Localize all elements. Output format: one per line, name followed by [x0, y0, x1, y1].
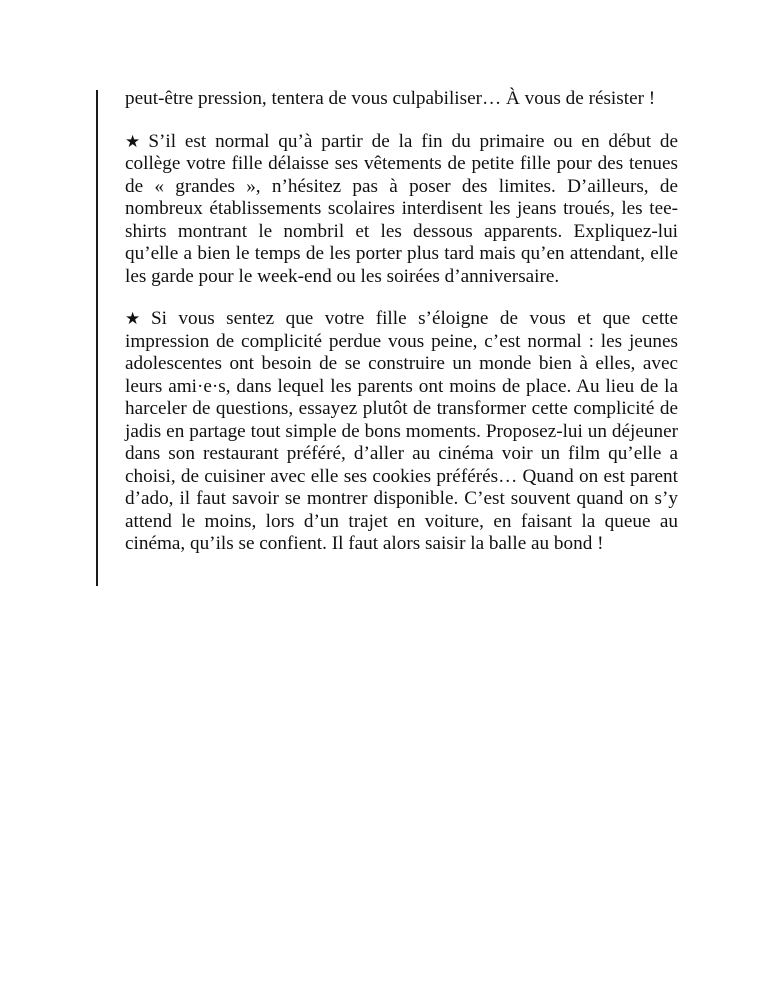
paragraph-text: peut-être pression, tentera de vous culpabiliser… À vous de résister !	[125, 88, 656, 109]
paragraph-continuation	[125, 88, 678, 111]
paragraph-complicity	[125, 308, 678, 556]
paragraph-clothing-limits	[125, 131, 678, 289]
paragraph-text: Si vous sentez que votre fille s’éloigne de vous et que cette impression de complicité perdue vous peine, c’est normal : les jeunes adolescentes ont besoin de se construire un monde bien à elles, avec leurs ami·e·s, dans lequel les parents ont moins de place. Au lieu de la harceler de questions, essayez plutôt de transformer cette complicité de jadis en partage tout simple de bons moments. Proposez-lui un déjeuner dans son restaurant préféré, d’aller au cinéma voir un film qu’elle a choisi, de cuisiner avec elle ses cookies préférés… Quand on est parent d’ado, il faut savoir se montrer disponible. C’est souvent quand on s’y attend le moins, lors d’un trajet en voiture, en faisant la queue au cinéma, qu’ils se confient. Il faut alors saisir la balle au bond !	[125, 308, 678, 554]
text-block	[125, 88, 678, 576]
paragraph-text: S’il est normal qu’à partir de la fin du primaire ou en début de collège votre fille délaisse ses vêtements de petite fille pour des tenues de « grandes », n’hésitez pas à poser des limites. D’ailleurs, de nombreux établissements scolaires interdisent les jeans troués, les tee-shirts montrant le nombril et les dessous apparents. Expliquez-lui qu’elle a bien le temps de les porter plus tard mais qu’en attendant, elle les garde pour le week-end ou les soirées d’anniversaire.	[125, 130, 678, 287]
star-bullet-icon: ★	[125, 309, 147, 329]
margin-rule	[96, 90, 98, 586]
star-bullet-icon: ★	[125, 131, 145, 152]
